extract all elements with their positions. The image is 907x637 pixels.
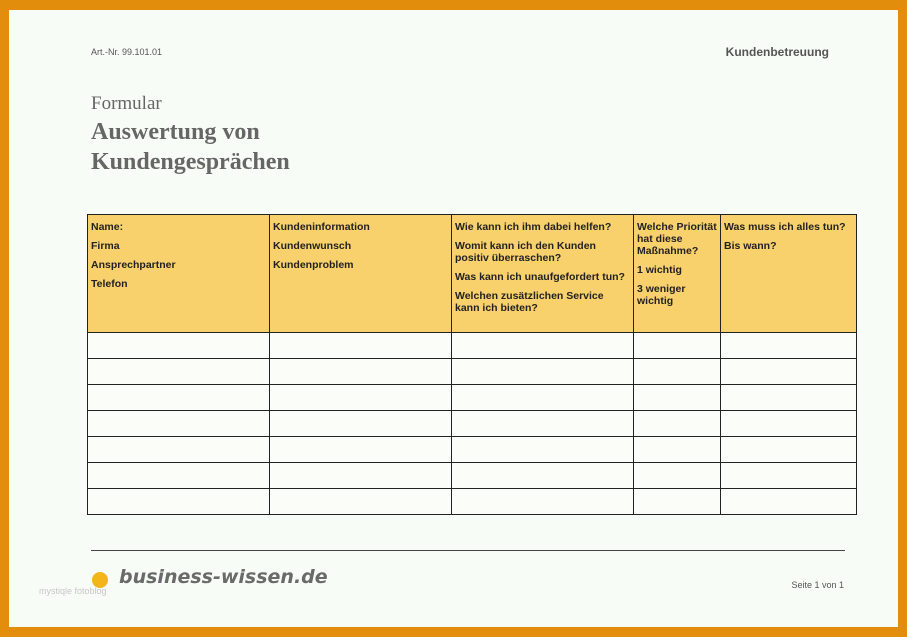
table-row xyxy=(88,385,857,411)
header-cell-todo xyxy=(721,215,857,333)
form-cell[interactable] xyxy=(452,463,634,489)
watermark: mystiqle fotoblog xyxy=(39,586,107,596)
document-type: Formular xyxy=(91,93,162,114)
form-cell[interactable] xyxy=(88,463,270,489)
form-cell[interactable] xyxy=(88,489,270,515)
form-cell[interactable] xyxy=(634,359,721,385)
form-cell[interactable] xyxy=(270,333,452,359)
header-line: Was kann ich unaufgefordert tun? xyxy=(455,271,625,283)
form-cell[interactable] xyxy=(270,359,452,385)
form-cell[interactable] xyxy=(634,411,721,437)
form-cell[interactable] xyxy=(721,437,857,463)
header-line: Firma xyxy=(91,240,120,252)
form-cell[interactable] xyxy=(452,359,634,385)
form-cell[interactable] xyxy=(634,463,721,489)
form-cell[interactable] xyxy=(270,489,452,515)
header-line: Ansprechpartner xyxy=(91,259,176,271)
header-line: Bis wann? xyxy=(724,240,777,252)
header-cell-help xyxy=(452,215,634,333)
form-cell[interactable] xyxy=(721,411,857,437)
evaluation-table xyxy=(87,214,857,515)
table-row xyxy=(88,359,857,385)
header-line: Kundenproblem xyxy=(273,259,354,271)
form-cell[interactable] xyxy=(634,489,721,515)
form-cell[interactable] xyxy=(721,333,857,359)
header-line: 1 wichtig xyxy=(637,264,682,276)
header-line: Name: xyxy=(91,221,124,233)
form-cell[interactable] xyxy=(452,333,634,359)
form-cell[interactable] xyxy=(452,489,634,515)
form-cell[interactable] xyxy=(634,333,721,359)
form-cell[interactable] xyxy=(452,385,634,411)
form-cell[interactable] xyxy=(270,463,452,489)
header-cell-priority xyxy=(634,215,721,333)
header-line: Telefon xyxy=(91,278,128,290)
form-cell[interactable] xyxy=(452,437,634,463)
table-row xyxy=(88,333,857,359)
table-header-row xyxy=(88,215,857,333)
article-number: Art.-Nr. 99.101.01 xyxy=(91,47,163,57)
form-cell[interactable] xyxy=(721,489,857,515)
header-cell-customer-info xyxy=(270,215,452,333)
header-line: Was muss ich alles tun? xyxy=(724,221,846,233)
header-line: Womit kann ich den Kunden positiv überraschen? xyxy=(455,240,596,264)
form-page xyxy=(9,10,898,627)
form-cell[interactable] xyxy=(88,333,270,359)
form-cell[interactable] xyxy=(270,385,452,411)
document-title: Auswertung von Kundengesprächen xyxy=(91,119,290,175)
header-line: Welchen zusätzlichen Service kann ich bieten? xyxy=(455,290,604,314)
header-line: Welche Priorität hat diese Maßnahme? xyxy=(637,221,717,257)
brand-name: business-wissen.de xyxy=(119,566,328,588)
table-row xyxy=(88,437,857,463)
table-row xyxy=(88,411,857,437)
form-cell[interactable] xyxy=(88,411,270,437)
footer-divider xyxy=(91,550,845,551)
form-cell[interactable] xyxy=(88,385,270,411)
form-cell[interactable] xyxy=(270,411,452,437)
form-cell[interactable] xyxy=(270,437,452,463)
form-cell[interactable] xyxy=(721,359,857,385)
table-row xyxy=(88,463,857,489)
header-cell-contact xyxy=(88,215,270,333)
header-line: Wie kann ich ihm dabei helfen? xyxy=(455,221,612,233)
form-cell[interactable] xyxy=(721,385,857,411)
category-label: Kundenbetreuung xyxy=(725,45,829,59)
header-line: Kundeninformation xyxy=(273,221,370,233)
form-cell[interactable] xyxy=(88,359,270,385)
form-cell[interactable] xyxy=(88,437,270,463)
form-cell[interactable] xyxy=(721,463,857,489)
form-cell[interactable] xyxy=(634,385,721,411)
form-cell[interactable] xyxy=(452,411,634,437)
form-cell[interactable] xyxy=(634,437,721,463)
header-line: Kundenwunsch xyxy=(273,240,352,252)
header-line: 3 weniger wichtig xyxy=(637,283,686,307)
table-row xyxy=(88,489,857,515)
page-number: Seite 1 von 1 xyxy=(791,580,844,590)
